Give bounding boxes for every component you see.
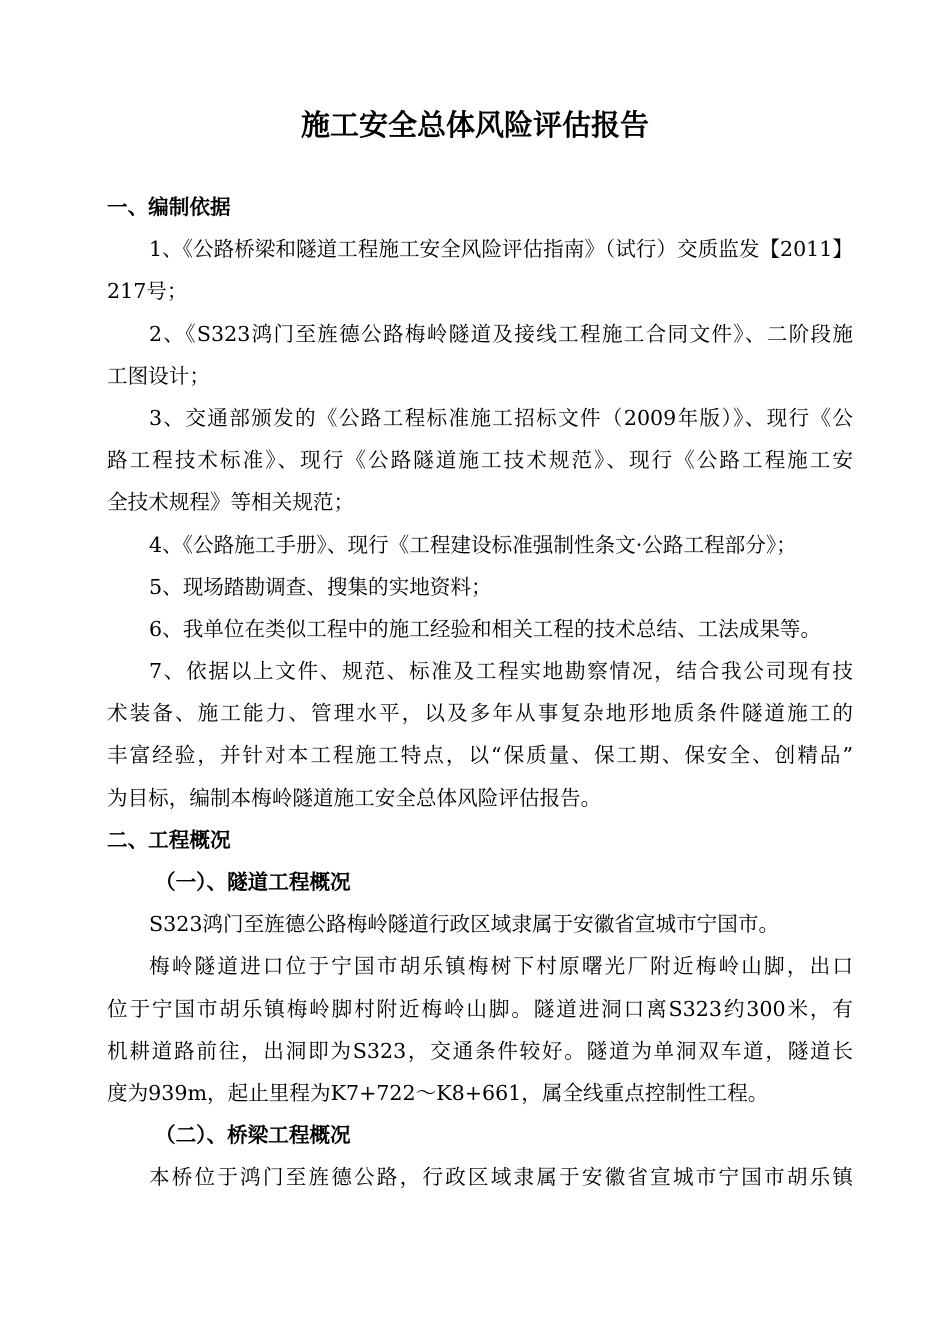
paragraph-line: 本桥位于鸿门至旌德公路，行政区域隶属于安徽省宣城市宁国市胡乐镇 xyxy=(149,1165,853,1190)
paragraph-line: 217号； xyxy=(107,279,188,304)
section-heading: 一、编制依据 xyxy=(107,195,231,219)
paragraph-line: 3、交通部颁发的《公路工程标准施工招标文件（2009年版）》、现行《公 xyxy=(149,405,853,430)
paragraph-line: 7、依据以上文件、规范、标准及工程实地勘察情况，结合我公司现有技 xyxy=(149,659,853,684)
paragraph-line: 路工程技术标准》、现行《公路隧道施工技术规范》、现行《公路工程施工安 xyxy=(107,448,853,473)
paragraph-line: 2、《S323鸿门至旌德公路梅岭隧道及接线工程施工合同文件》、二阶段施 xyxy=(149,321,853,346)
paragraph-line: 为目标，编制本梅岭隧道施工安全总体风险评估报告。 xyxy=(107,785,602,810)
paragraph-line: 度为939m，起止里程为K7+722～K8+661，属全线重点控制性工程。 xyxy=(107,1080,769,1105)
paragraph-line: 6、我单位在类似工程中的施工经验和相关工程的技术总结、工法成果等。 xyxy=(149,616,822,641)
subsection-heading: （一）、隧道工程概况 xyxy=(155,870,351,894)
paragraph-line: 5、现场踏勘调查、搜集的实地资料； xyxy=(149,574,492,599)
document-title: 施工安全总体风险评估报告 xyxy=(300,108,649,142)
paragraph-line: 工图设计； xyxy=(107,363,210,388)
paragraph-line: 丰富经验，并针对本工程施工特点，以“保质量、保工期、保安全、创精品” xyxy=(107,743,853,768)
paragraph-line: 1、《公路桥梁和隧道工程施工安全风险评估指南》（试行）交质监发【2011】 xyxy=(149,237,853,262)
paragraph-line: 4、《公路施工手册》、现行《工程建设标准强制性条文·公路工程部分》； xyxy=(149,532,797,557)
paragraph-line: S323鸿门至旌德公路梅岭隧道行政区域隶属于安徽省宣城市宁国市。 xyxy=(149,912,780,937)
subsection-heading: （二）、桥梁工程概况 xyxy=(155,1123,351,1148)
paragraph-line: 全技术规程》等相关规范； xyxy=(107,490,355,515)
document-body xyxy=(107,186,853,1199)
section-heading: 二、工程概况 xyxy=(107,827,231,852)
paragraph-line: 术装备、施工能力、管理水平，以及多年从事复杂地形地质条件隧道施工的 xyxy=(107,701,853,726)
paragraph-line: 梅岭隧道进口位于宁国市胡乐镇梅树下村原曙光厂附近梅岭山脚，出口 xyxy=(149,954,853,979)
paragraph-line: 位于宁国市胡乐镇梅岭脚村附近梅岭山脚。隧道进洞口离S323约300米，有 xyxy=(107,996,853,1021)
paragraph-line: 机耕道路前往，出洞即为S323，交通条件较好。隧道为单洞双车道，隧道长 xyxy=(107,1038,853,1063)
